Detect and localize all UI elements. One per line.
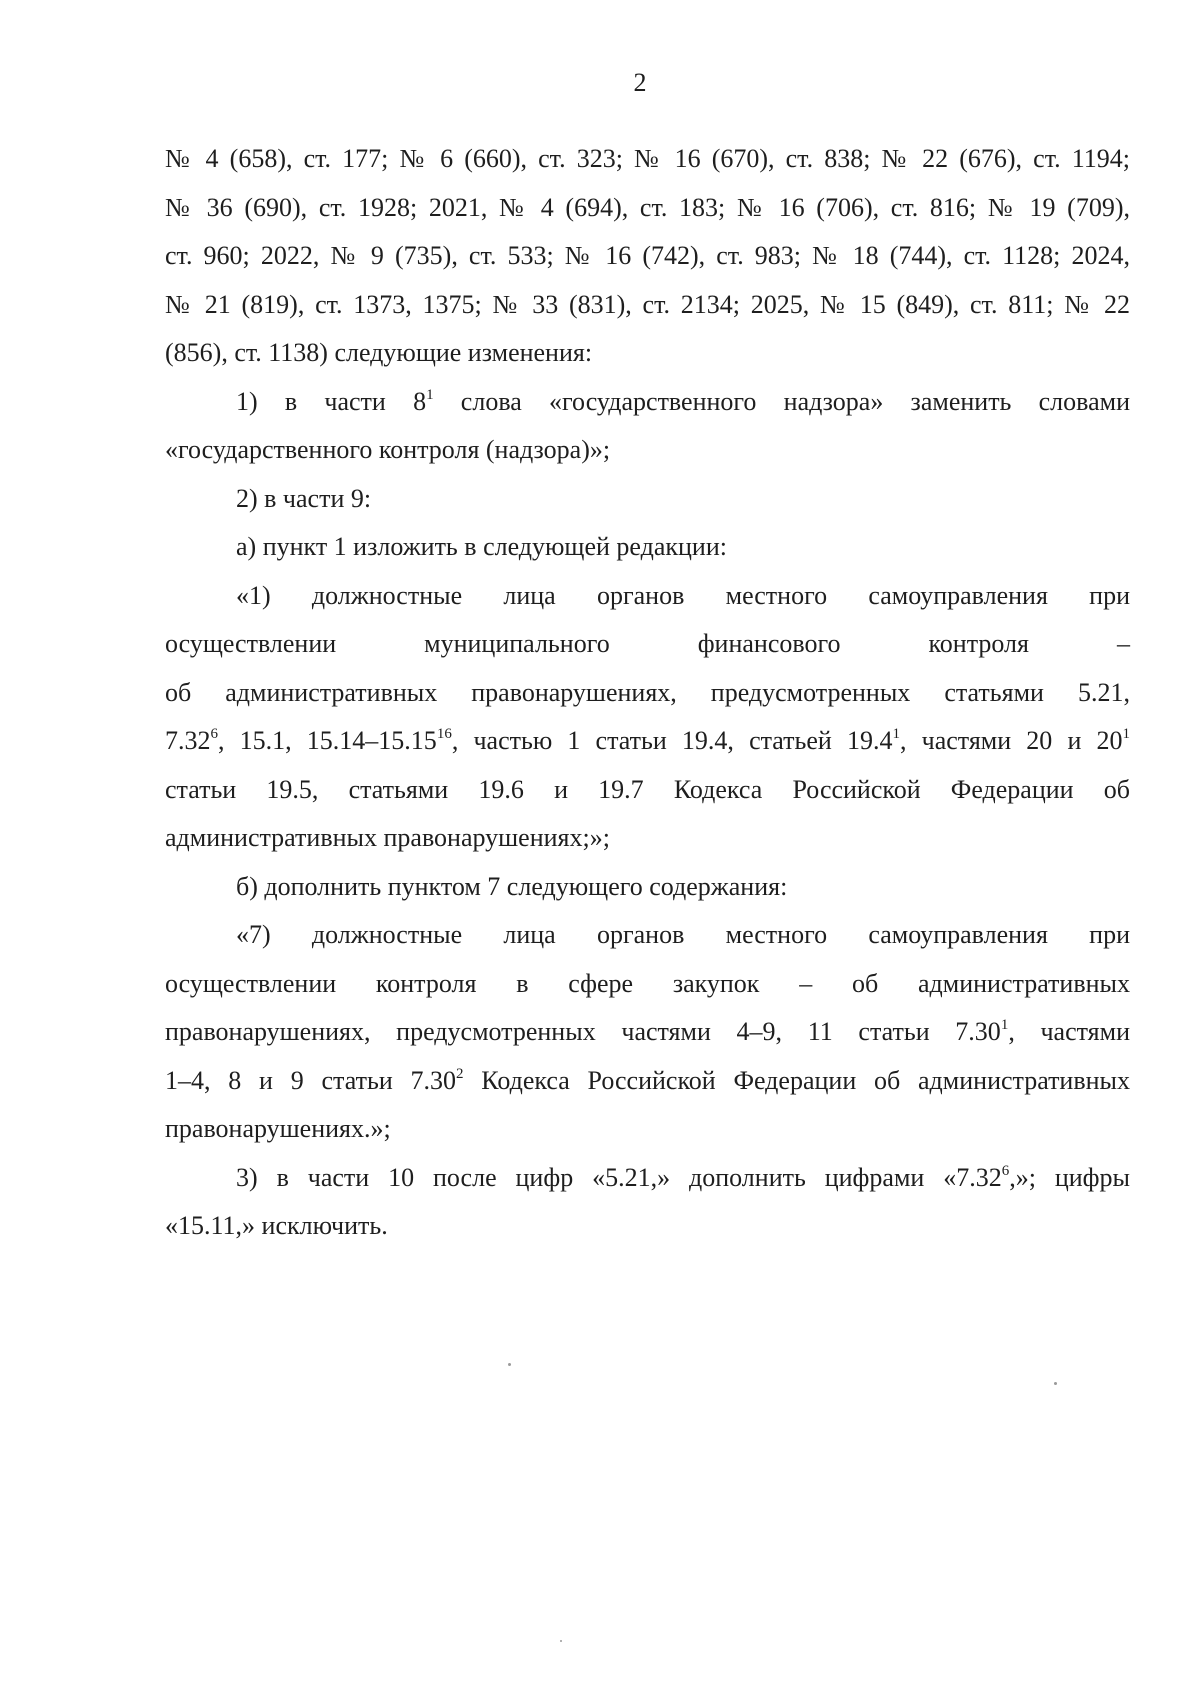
text-line: осуществлении муниципального финансового контроля – bbox=[165, 629, 1130, 658]
list-item-3: 3) в части 10 после цифр «5.21,» дополнить цифрами «7.32$^6$,»; цифры bbox=[236, 1162, 1130, 1192]
scan-speck bbox=[560, 1640, 562, 1642]
list-item-2: 2) в части 9: bbox=[236, 483, 372, 513]
superscript: 6 bbox=[1001, 1162, 1010, 1179]
scan-speck bbox=[508, 1363, 511, 1366]
text-line: «15.11,» исключить. bbox=[165, 1211, 388, 1240]
text-line: № 36 (690), ст. 1928; 2021, № 4 (694), ст. 183; № 16 (706), ст. 816; № 19 (709), bbox=[165, 192, 1130, 222]
superscript: 1 bbox=[426, 386, 434, 403]
sub-item-a: а) пункт 1 изложить в следующей редакции: bbox=[236, 532, 727, 561]
text-line: административных правонарушениях;»; bbox=[165, 823, 610, 852]
text-line: № 4 (658), ст. 177; № 6 (660), ст. 323; № 16 (670), ст. 838; № 22 (676), ст. 1194; bbox=[165, 144, 1130, 173]
quoted-item-7: «7) должностные лица органов местного самоуправления при bbox=[236, 920, 1130, 949]
superscript: 2 bbox=[456, 1065, 464, 1082]
superscript: 1 bbox=[892, 726, 900, 742]
text-line: 7.32$^6$, 15.1, 15.14–15.15$^{16}$, частью 1 статьи 19.4, статьей 19.4$^1$, частями 20 и $20^1$ bbox=[165, 726, 1131, 755]
list-item-1: 1) в части $8^1$ слова «государственного надзора» заменить словами bbox=[236, 386, 1130, 416]
text-line: об административных правонарушениях, предусмотренных статьями 5.21, bbox=[165, 677, 1130, 707]
text-line: ст. 960; 2022, № 9 (735), ст. 533; № 16 (742), ст. 983; № 18 (744), ст. 1128; 2024, bbox=[165, 241, 1130, 270]
text-line: 1–4, 8 и 9 статьи 7.30$^2$ Кодекса Российской Федерации об административных bbox=[165, 1065, 1131, 1095]
superscript: 1 bbox=[1122, 726, 1131, 742]
text-line: статьи 19.5, статьями 19.6 и 19.7 Кодекса Российской Федерации об bbox=[165, 774, 1130, 804]
superscript: 16 bbox=[436, 726, 452, 742]
text-line: «государственного контроля (надзора)»; bbox=[165, 435, 611, 464]
text-line: (856), ст. 1138) следующие изменения: bbox=[165, 338, 593, 367]
superscript: 1 bbox=[1000, 1017, 1009, 1033]
page-number: 2 bbox=[633, 68, 647, 97]
sub-item-b: б) дополнить пунктом 7 следующего содержания: bbox=[236, 871, 788, 901]
scan-speck bbox=[1054, 1382, 1057, 1385]
superscript: 6 bbox=[210, 726, 218, 742]
quoted-item-1: «1) должностные лица органов местного самоуправления при bbox=[236, 580, 1130, 610]
body-text bbox=[165, 135, 1130, 1251]
text-line: правонарушениях.»; bbox=[165, 1114, 391, 1143]
text-line: № 21 (819), ст. 1373, 1375; № 33 (831), ст. 2134; 2025, № 15 (849), ст. 811; № 22 bbox=[165, 289, 1130, 319]
text-line: правонарушениях, предусмотренных частями 4–9, 11 статьи 7.30$^1$, частями bbox=[165, 1017, 1130, 1046]
text-line: осуществлении контроля в сфере закупок – об административных bbox=[165, 968, 1130, 998]
